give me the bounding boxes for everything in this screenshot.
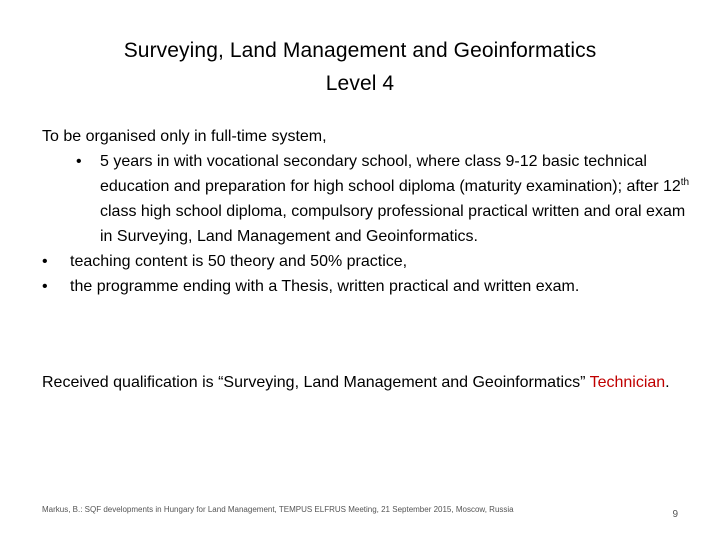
intro-text: To be organised only in full-time system,: [42, 128, 327, 145]
footer-citation: Markus, B.: SQF developments in Hungary for Land Management, TEMPUS ELFRUS Meeting, 21 September 2015, Moscow, Russia: [42, 505, 514, 514]
slide-title: [0, 34, 720, 100]
bullet-item: [42, 274, 702, 299]
sub-bullet-superscript: th: [680, 177, 690, 188]
page-number: 9: [672, 509, 678, 520]
bullet-text: teaching content is 50 theory and 50% practice,: [70, 253, 408, 270]
sub-bullet-text-part-2: class high school diploma, compulsory professional practical written and oral exam in Surveying, Land Management and Geoinformatics.: [100, 203, 686, 245]
qualification-end: .: [665, 374, 670, 391]
slide-body: [42, 124, 702, 299]
bullet-icon: •: [76, 153, 82, 170]
qualification-paragraph: [42, 370, 702, 395]
slide-title-line-2: Level 4: [325, 72, 395, 95]
bullet-item: [42, 249, 702, 274]
sub-bullet-text-part-1: 5 years in with vocational secondary school, where class 9-12 basic technical education and preparation for high school diploma (maturity examination); after 12: [100, 153, 681, 195]
bullet-text: the programme ending with a Thesis, written practical and written exam.: [70, 278, 580, 295]
qualification-highlight: Technician: [589, 374, 666, 391]
bullet-icon: •: [42, 278, 48, 295]
slide-title-line-1: Surveying, Land Management and Geoinformatics: [123, 39, 597, 62]
sub-bullet-item: [42, 149, 702, 249]
qualification-text: Received qualification is “Surveying, Land Management and Geoinformatics”: [42, 374, 586, 391]
bullet-icon: •: [42, 253, 48, 270]
